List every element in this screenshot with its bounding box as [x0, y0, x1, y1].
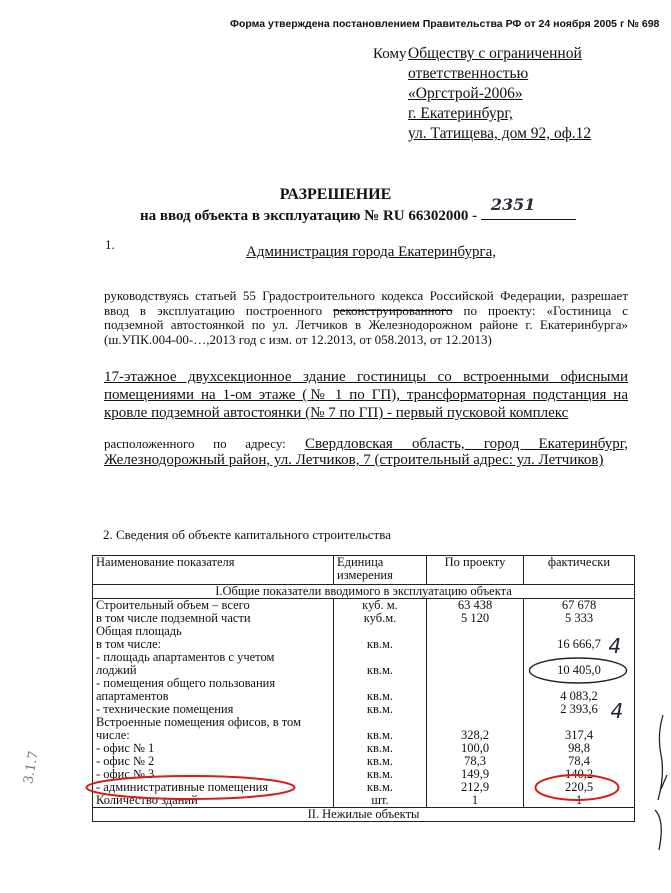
row-unit: кв.м. [334, 664, 427, 677]
row-unit: кв.м. [334, 729, 427, 742]
section-1-number: 1. [105, 237, 115, 252]
table-row [93, 625, 635, 638]
row-plan: 1 [427, 794, 524, 808]
row-plan: 100,0 [427, 742, 524, 755]
document-title: РАЗРЕШЕНИЕ [279, 186, 392, 203]
recipient-line: «Оргстрой-2006» [408, 85, 523, 102]
table-row [93, 651, 635, 664]
object-indicators-table [92, 555, 635, 822]
recipient-line: ответственностью [408, 65, 529, 82]
row-plan: 78,3 [427, 755, 524, 768]
row-unit: куб.м. [334, 612, 427, 625]
object-description: 17-этажное двухсекционное здание гостиницы со встроенными офисными помещениями на 1-ом этаже (№ 1 по ГП), трансформаторная подстанция на кровле подземной автостоянки (№ 7 по ГП) - первый пусковой комплекс [104, 369, 628, 421]
row-name: - административные помещения [93, 781, 334, 794]
recipient-label: Кому [373, 46, 407, 62]
row-unit: куб. м. [334, 599, 427, 613]
table-row [93, 599, 635, 613]
section-2-title: 2. Сведения об объекте капитального строительства [103, 527, 391, 542]
row-plan: 63 438 [427, 599, 524, 613]
group-title-general: I.Общие показатели вводимого в эксплуатацию объекта [93, 585, 635, 599]
row-name: Строительный объем – всего [93, 599, 334, 613]
row-unit: кв.м. [334, 742, 427, 755]
permit-number-label: на ввод объекта в эксплуатацию № RU 66302000 - [140, 208, 478, 224]
row-fact: 16 666,7 [524, 638, 635, 651]
handwritten-permit-number: 2351 [490, 195, 536, 214]
row-unit: кв.м. [334, 703, 427, 716]
legal-basis-text-a: руководствуясь статьей 55 Градостроительного кодекса Российской Федерации, разрешает ввод в эксплуатацию построенного [104, 288, 628, 318]
pen-scribble-right-margin [655, 715, 667, 850]
table-row [93, 677, 635, 690]
row-fact: 5 333 [524, 612, 635, 625]
row-fact: 78,4 [524, 755, 635, 768]
permit-number-field [481, 195, 576, 220]
header-unit: Единица измерения [334, 556, 427, 585]
table-header-row [93, 556, 635, 585]
row-plan [427, 651, 524, 664]
row-unit: кв.м. [334, 638, 427, 651]
recipient-address [408, 44, 591, 144]
header-plan: По проекту [427, 556, 524, 585]
issuing-authority: Администрация города Екатеринбурга, [246, 244, 497, 260]
row-plan: 5 120 [427, 612, 524, 625]
permit-number-line [140, 195, 576, 225]
struck-word: реконструированного [333, 302, 453, 318]
row-name: - технические помещения [93, 703, 334, 716]
table-row [93, 742, 635, 755]
row-plan [427, 703, 524, 716]
row-name: числе: [93, 729, 334, 742]
address-label: расположенного по адресу: [104, 436, 286, 451]
row-plan: 328,2 [427, 729, 524, 742]
row-name: в том числе: [93, 638, 334, 651]
row-plan: 149,9 [427, 768, 524, 781]
legal-basis-text-b: по проекту: «Гостиница с подземной автостоянкой по ул. Летчиков в Железнодорожном районе г. Екатеринбурга» (ш.УПК.004-00-…,2013 год с изм. от 12.2013, от 058.2013, от 12.2013) [104, 302, 628, 347]
row-name: Количество зданий [93, 794, 334, 808]
row-fact: 317,4 [524, 729, 635, 742]
group-title-nonresidential: II. Нежилые объекты [93, 808, 635, 822]
table-body [93, 599, 635, 808]
row-plan: 212,9 [427, 781, 524, 794]
row-plan [427, 664, 524, 677]
row-fact: 140,2 [524, 768, 635, 781]
pen-mark: 4 [608, 634, 622, 658]
row-fact: 10 405,0 [524, 664, 635, 677]
row-fact: 4 083,2 [524, 690, 635, 703]
row-unit: кв.м. [334, 768, 427, 781]
address-value: Свердловская область, город Екатеринбург, Железнодорожный район, ул. Летчиков, 7 (строительный адрес: ул. Летчиков) [104, 436, 629, 468]
table-row [93, 716, 635, 729]
row-fact: 2 393,6 [524, 703, 635, 716]
row-name: - площадь апартаментов с учетом [93, 651, 334, 664]
form-approval-note: Форма утверждена постановлением Правительства РФ от 24 ноября 2005 г № 698 [230, 18, 660, 30]
row-name: лоджий [93, 664, 334, 677]
table-group-row [93, 585, 635, 599]
row-name: апартаментов [93, 690, 334, 703]
margin-note: 3.1.7 [21, 749, 42, 786]
table-group-row [93, 808, 635, 822]
row-plan [427, 690, 524, 703]
row-plan [427, 677, 524, 690]
row-name: Общая площадь [93, 625, 334, 638]
header-indicator: Наименование показателя [93, 556, 334, 585]
header-fact: фактически [524, 556, 635, 585]
pen-mark: 4 [610, 699, 624, 723]
recipient-line: г. Екатеринбург, [408, 105, 513, 122]
row-plan [427, 638, 524, 651]
row-plan [427, 625, 524, 638]
row-unit: кв.м. [334, 690, 427, 703]
row-name: в том числе подземной части [93, 612, 334, 625]
row-unit: шт. [334, 794, 427, 808]
recipient-line: Обществу с ограниченной [408, 45, 582, 62]
table-row [93, 755, 635, 768]
row-fact: 220,5 [524, 781, 635, 794]
legal-basis-paragraph [104, 289, 628, 347]
table-row [93, 794, 635, 808]
row-name: - офис № 3 [93, 768, 334, 781]
row-fact: 1 [524, 794, 635, 808]
row-fact: 98,8 [524, 742, 635, 755]
row-name: - офис № 2 [93, 755, 334, 768]
table-row [93, 729, 635, 742]
row-name: Встроенные помещения офисов, в том [93, 716, 334, 729]
row-name: - офис № 1 [93, 742, 334, 755]
row-unit: кв.м. [334, 755, 427, 768]
row-fact: 67 678 [524, 599, 635, 613]
row-name: - помещения общего пользования [93, 677, 334, 690]
recipient-line: ул. Татищева, дом 92, оф.12 [408, 125, 592, 142]
object-address [104, 436, 628, 468]
row-unit: кв.м. [334, 781, 427, 794]
